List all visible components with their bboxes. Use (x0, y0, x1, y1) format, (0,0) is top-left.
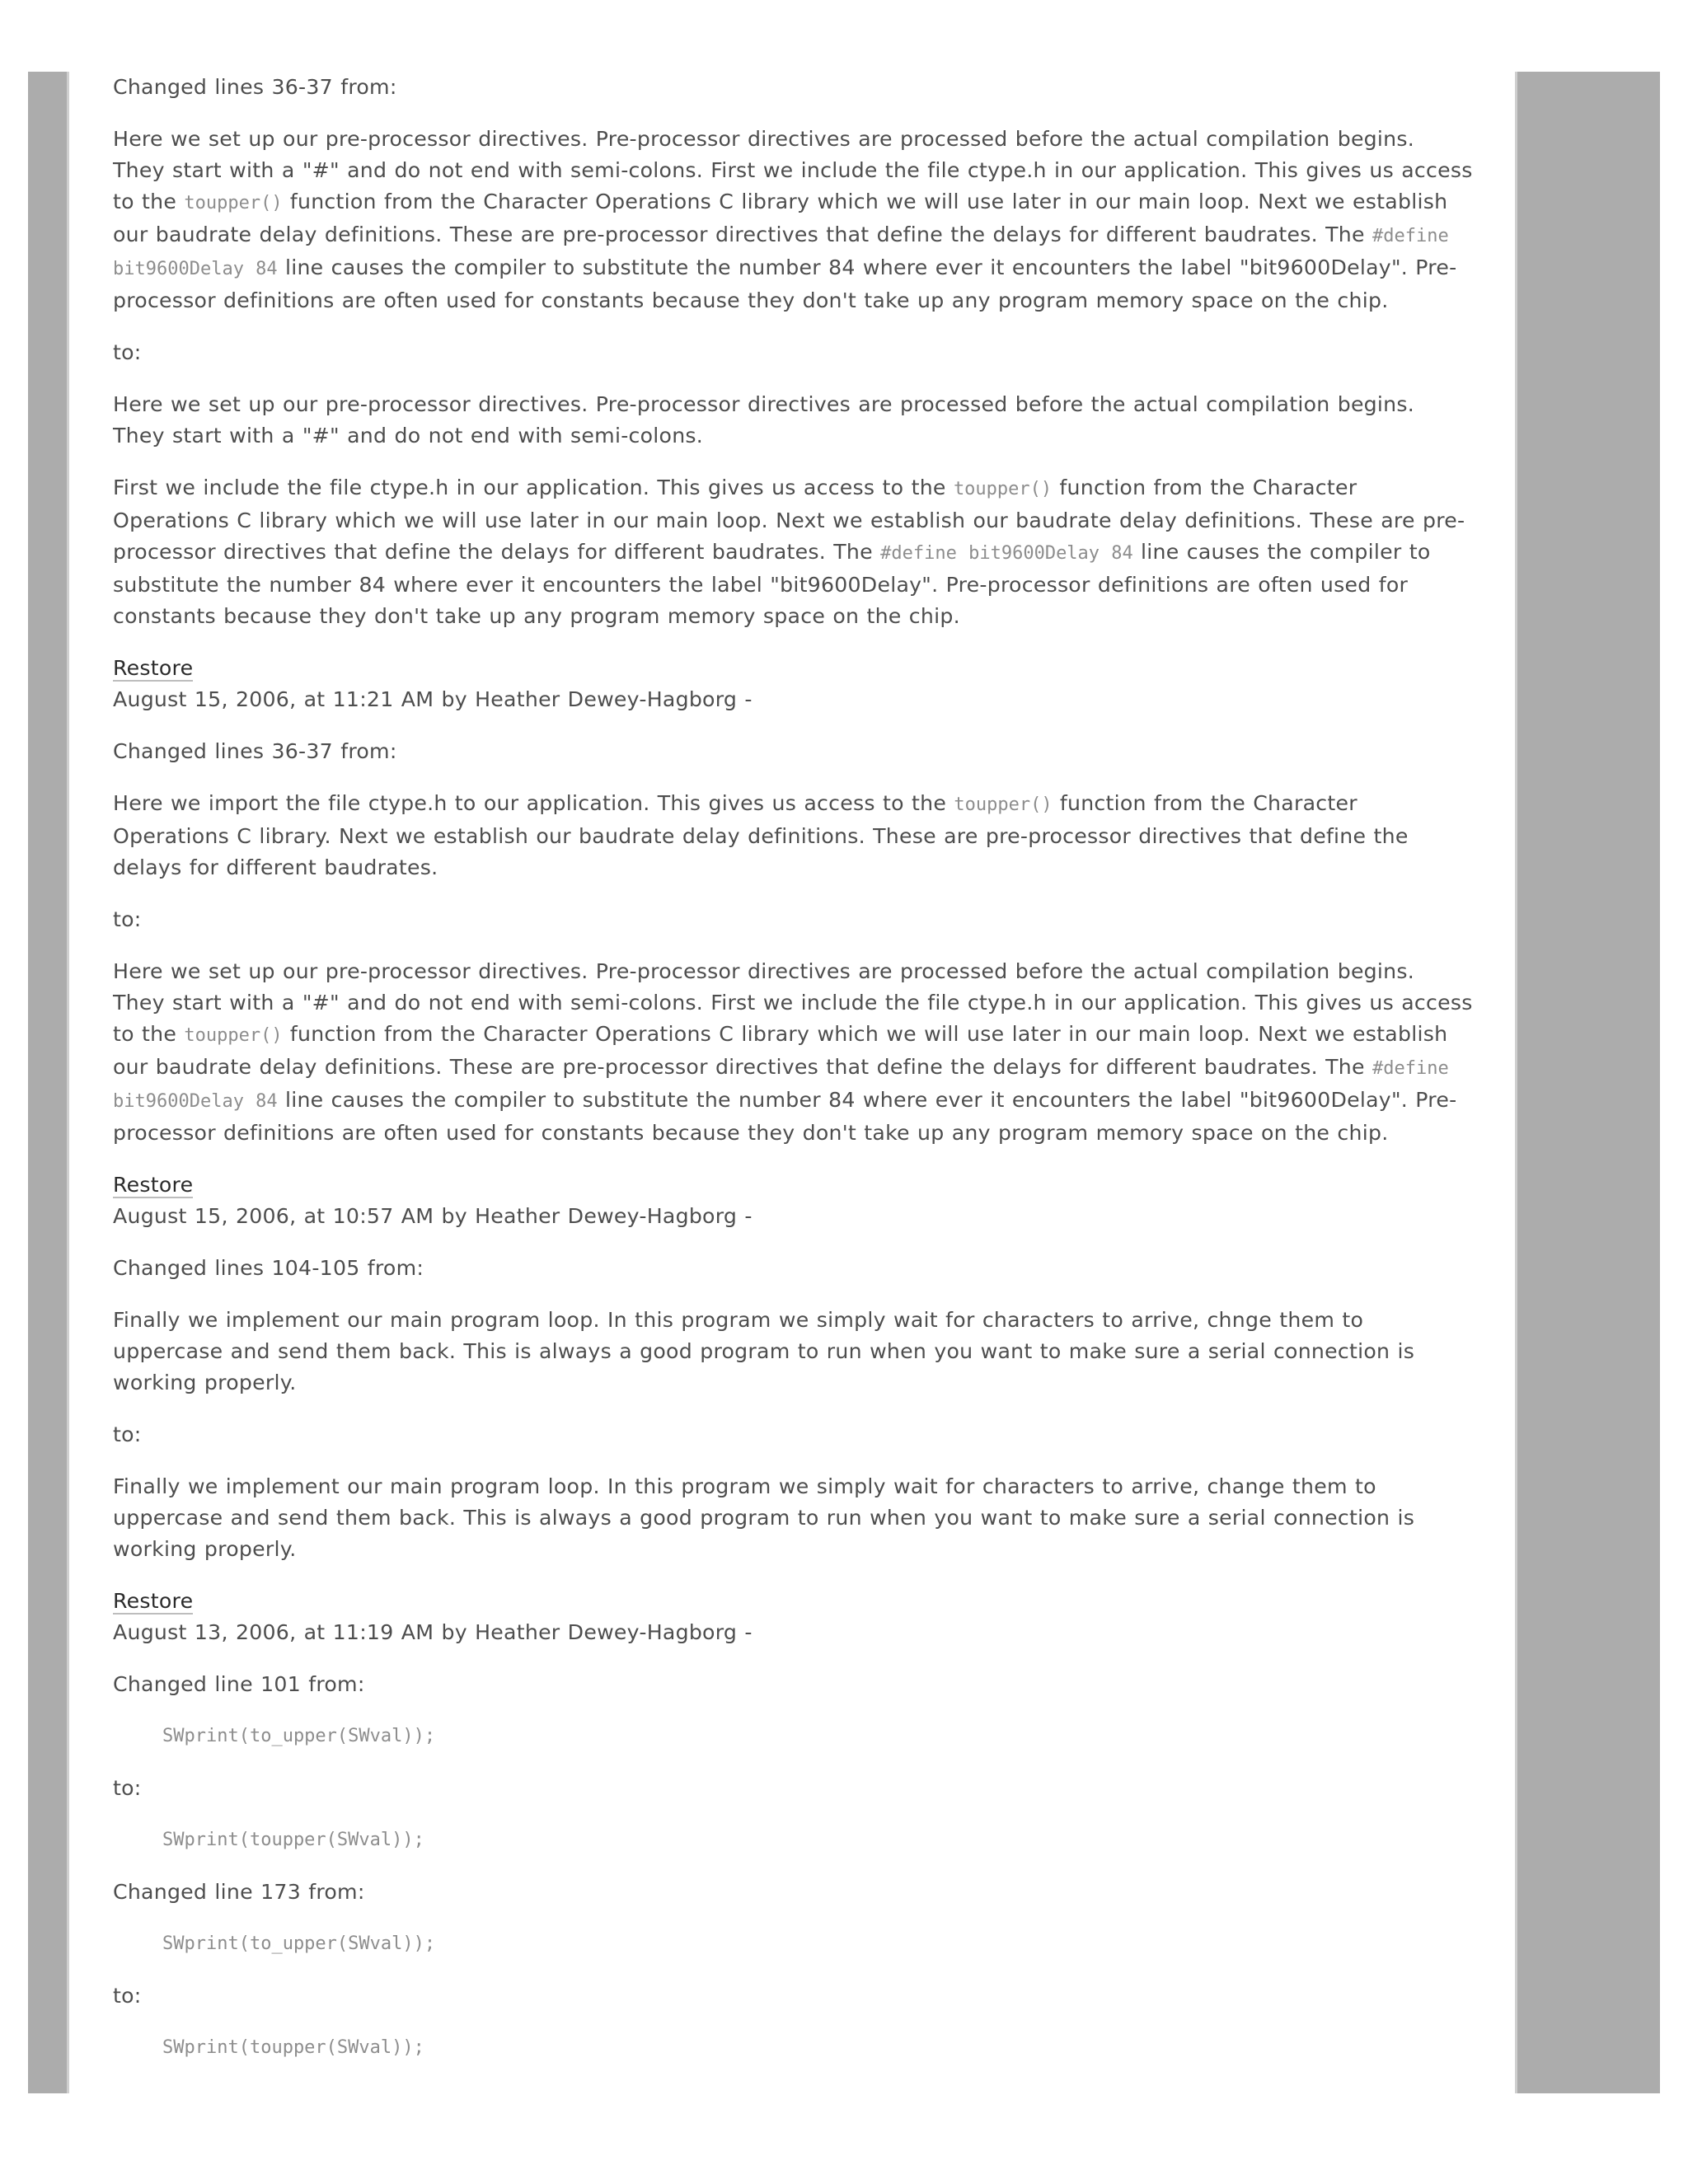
restore-row (113, 653, 1473, 684)
text-segment: function from the Character Operations C library which we will use later in our main loop. Next we establish our baudrate delay definitions. These are pre-processor directives that define the delays for different baudrates. The (113, 476, 1465, 564)
changed-to-text: Here we set up our pre-processor directives. Pre-processor directives are processed before the actual compilation begins. They start with a "#" and do not end with semi-colons. (113, 392, 1415, 448)
to-label: to: (113, 1422, 142, 1446)
to-label: to: (113, 907, 142, 931)
text-segment: function from the Character Operations C library which we will use later in our main loop. Next we establish our baudrate delay definitions. These are pre-processor directives that define the delays for different baudrates. The (113, 190, 1448, 246)
inline-code: toupper() (954, 794, 1053, 815)
code-block-from: SWprint(to_upper(SWval)); (162, 1933, 436, 1954)
restore-row (113, 1586, 1473, 1617)
changed-to-text (113, 956, 1473, 1149)
inline-code: #define bit9600Delay 84 (880, 543, 1133, 564)
text-segment: First we include the file ctype.h in our application. This gives us access to the (113, 476, 954, 499)
text-segment: Here we set up our pre-processor directives. Pre-processor directives are processed before the actual compilation begins. They start with a "#" and do not end with semi-colons. First we include the file ctype.h in our application. This gives us access to the (113, 127, 1473, 213)
restore-link[interactable]: Restore (113, 1589, 194, 1613)
left-sidebar-strip (28, 72, 69, 2093)
to-label: to: (113, 1984, 142, 2008)
changed-to-text (113, 472, 1473, 632)
change-header: Changed lines 36-37 from: (113, 75, 397, 99)
changed-from-text (113, 124, 1473, 316)
text-segment: line causes the compiler to substitute the number 84 where ever it encounters the label "bit9600Delay". Pre-processor definitions are often used for constants because they don't take up any program memory space on the chip. (113, 540, 1431, 628)
code-block-from: SWprint(to_upper(SWval)); (162, 1726, 436, 1746)
changed-to-text: Finally we implement our main program loop. In this program we simply wait for characters to arrive, change them to uppercase and send them back. This is always a good program to run when you want to make sure a serial connection is working properly. (113, 1474, 1415, 1561)
restore-link[interactable]: Restore (113, 656, 194, 680)
change-header: Changed lines 104-105 from: (113, 1256, 424, 1280)
page-history-content (113, 72, 1473, 2084)
restore-link[interactable]: Restore (113, 1173, 194, 1197)
text-segment: line causes the compiler to substitute the number 84 where ever it encounters the label "bit9600Delay". Pre-processor definitions are often used for constants because they don't take up any program memory space on the chip. (113, 255, 1457, 312)
to-label: to: (113, 340, 142, 364)
restore-row (113, 1169, 1473, 1201)
revision-meta: August 15, 2006, at 10:57 AM by Heather Dewey-Hagborg - (113, 1204, 753, 1228)
text-segment: Here we set up our pre-processor directives. Pre-processor directives are processed before the actual compilation begins. They start with a "#" and do not end with semi-colons. First we include the file ctype.h in our application. This gives us access to the (113, 959, 1473, 1046)
inline-code: toupper() (184, 1025, 283, 1046)
code-block-to: SWprint(toupper(SWval)); (162, 2037, 424, 2058)
inline-code: toupper() (184, 193, 283, 213)
text-segment: Here we import the file ctype.h to our application. This gives us access to the (113, 791, 954, 815)
changed-from-text: Finally we implement our main program loop. In this program we simply wait for characters to arrive, chnge them to uppercase and send them back. This is always a good program to run when you want to make sure a serial connection is working properly. (113, 1308, 1415, 1394)
text-segment: function from the Character Operations C library which we will use later in our main loop. Next we establish our baudrate delay definitions. These are pre-processor directives that define the delays for different baudrates. The (113, 1022, 1448, 1079)
text-segment: function from the Character Operations C library. Next we establish our baudrate delay definitions. These are pre-processor directives that define the delays for different baudrates. (113, 791, 1409, 879)
code-block-to: SWprint(toupper(SWval)); (162, 1830, 424, 1850)
to-label: to: (113, 1776, 142, 1800)
revision-meta: August 15, 2006, at 11:21 AM by Heather Dewey-Hagborg - (113, 687, 753, 711)
text-segment: line causes the compiler to substitute the number 84 where ever it encounters the label "bit9600Delay". Pre-processor definitions are often used for constants because they don't take up any program memory space on the chip. (113, 1088, 1457, 1145)
change-header: Changed line 173 from: (113, 1880, 365, 1904)
inline-code: toupper() (953, 479, 1053, 499)
change-header: Changed line 101 from: (113, 1672, 365, 1696)
change-header: Changed lines 36-37 from: (113, 739, 397, 763)
revision-meta: August 13, 2006, at 11:19 AM by Heather Dewey-Hagborg - (113, 1620, 753, 1644)
changed-from-text (113, 788, 1473, 883)
right-sidebar-strip (1515, 72, 1660, 2093)
inline-code: #define bit9600Delay 84 (113, 226, 1449, 279)
inline-code: #define bit9600Delay 84 (113, 1058, 1449, 1112)
